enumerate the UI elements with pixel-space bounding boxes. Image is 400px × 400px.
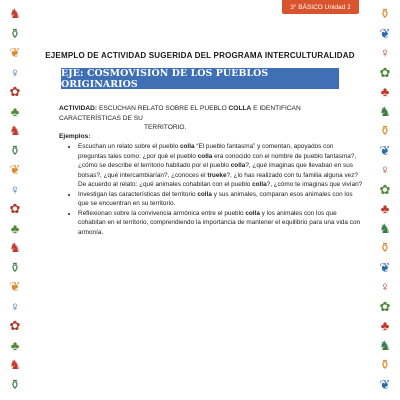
figure-icon: ♀ (380, 45, 390, 60)
examples-list (59, 142, 363, 237)
decorative-border-left (4, 6, 26, 398)
examples-label: Ejemplos: (59, 133, 91, 140)
figure-icon: ♀ (10, 64, 20, 80)
grade-unit-badge: 3° BÁSICO Unidad 2 (282, 0, 359, 14)
bird-icon: ❦ (379, 142, 391, 158)
fox-icon: ✿ (379, 181, 391, 197)
fox-icon: ✿ (379, 298, 391, 314)
list-item: • Investigan las características del territorio colla y sus animales, comparan esos animales con los que se encuentran en su territorio. (78, 190, 363, 209)
activity-label: ACTIVIDAD: (59, 105, 98, 112)
list-item: • Reflexionan sobre la convivencia armónica entre el pueblo colla y los animales con los que cohabitan en el territorio, comprendiendo la importancia de mantener el equilibrio para una vida con armonía. (78, 209, 363, 238)
bird-icon: ❦ (379, 376, 391, 392)
activity-text-b: E IDENTIFICAN CARACTERÍSTICAS DE SU (59, 105, 301, 122)
fox-icon: ✿ (9, 201, 21, 216)
activity-highlight: COLLA (228, 105, 252, 112)
decorative-border-right (374, 6, 396, 398)
fox-icon: ✿ (9, 84, 21, 99)
figure-icon: ♀ (380, 162, 390, 177)
figure-icon: ♀ (10, 181, 20, 197)
fox-icon: ✿ (379, 64, 391, 80)
vase-icon: ⚱ (379, 123, 391, 138)
llama-icon: ♞ (379, 103, 391, 119)
vase-icon: ⚱ (9, 25, 21, 41)
activity-text-line2: TERRITORIO. (144, 124, 187, 131)
bird-icon: ❦ (9, 162, 21, 177)
vase-icon: ⚱ (379, 240, 391, 255)
llama-icon: ♞ (379, 220, 391, 236)
fox-icon: ✿ (9, 318, 21, 333)
llama-icon: ♞ (9, 240, 21, 255)
llama-icon: ♞ (9, 357, 21, 372)
tree-icon: ♣ (380, 318, 390, 333)
tree-icon: ♣ (10, 337, 20, 353)
tree-icon: ♣ (10, 220, 20, 236)
llama-icon: ♞ (379, 337, 391, 353)
figure-icon: ♀ (380, 279, 390, 294)
llama-icon: ♞ (9, 123, 21, 138)
vase-icon: ⚱ (379, 6, 391, 21)
bird-icon: ❦ (379, 25, 391, 41)
llama-icon: ♞ (9, 6, 21, 21)
figure-icon: ♀ (10, 298, 20, 314)
bird-icon: ❦ (9, 45, 21, 60)
activity-statement (59, 104, 349, 133)
vase-icon: ⚱ (379, 357, 391, 372)
tree-icon: ♣ (380, 84, 390, 99)
bird-icon: ❦ (379, 259, 391, 275)
bird-icon: ❦ (9, 279, 21, 294)
list-item: • Escuchan un relato sobre el pueblo colla “El pueblo fantasma” y comentan, apoyados con preguntas tales como: ¿por qué el pueblo colla era conocido con el nombre de pueblo fantasma?, ¿cómo se describe el territorio habitado por el pueblo colla?, ¿qué imaginas que llevaban en sus bolsas?, ¿qué intercambiarían?, ¿conoces el trueke?, ¿lo has realizado con tu familia alguna vez? De acuerdo al relato: ¿qué animales cohabitan con el pueblo colla?, ¿cómo te imaginas que vivían? (78, 142, 363, 190)
vase-icon: ⚱ (9, 142, 21, 158)
page-header-title: EJEMPLO DE ACTIVIDAD SUGERIDA DEL PROGRAMA INTERCULTURALIDAD (45, 51, 355, 60)
eje-banner: EJE: COSMOVISIÓN DE LOS PUEBLOS ORIGINARIOS (61, 68, 339, 89)
tree-icon: ♣ (380, 201, 390, 216)
tree-icon: ♣ (10, 103, 20, 119)
vase-icon: ⚱ (9, 376, 21, 392)
vase-icon: ⚱ (9, 259, 21, 275)
activity-text-a: ESCUCHAN RELATO SOBRE EL PUEBLO (97, 105, 229, 112)
